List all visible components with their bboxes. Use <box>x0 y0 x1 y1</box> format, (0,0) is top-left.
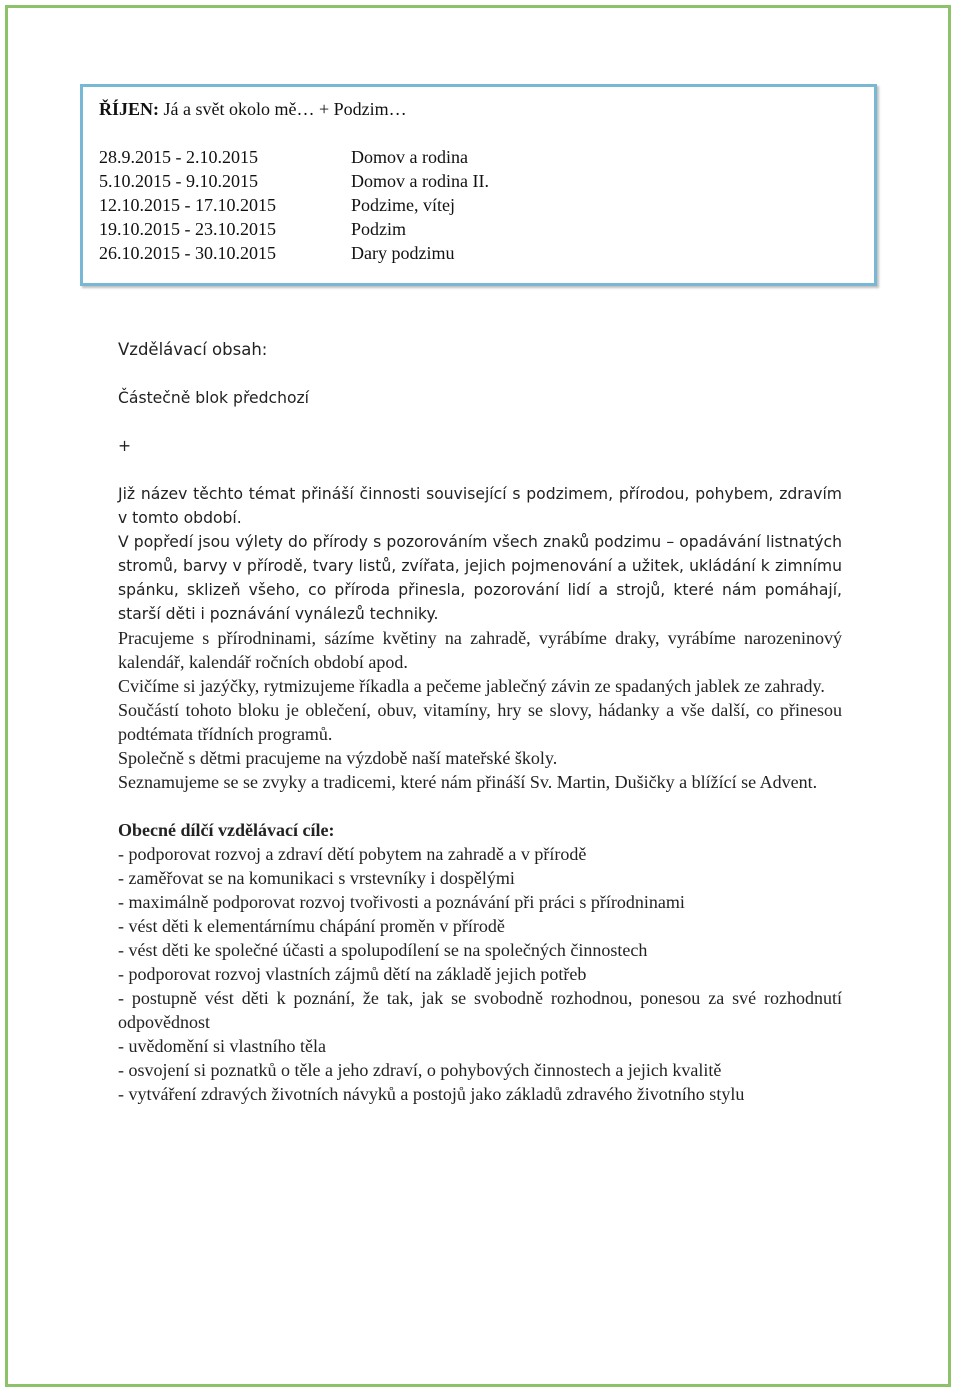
schedule-dates: 19.10.2015 - 23.10.2015 <box>99 219 276 239</box>
goals-heading: Obecné dílčí vzdělávací cíle: <box>118 820 335 840</box>
schedule-list <box>99 145 489 265</box>
goal-item: - zaměřovat se na komunikaci s vrstevníky i dospělými <box>118 868 515 888</box>
content-paragraph: Seznamujeme se se zvyky a tradicemi, které nám přináší Sv. Martin, Dušičky a blížící se Advent. <box>118 772 818 792</box>
content-heading: Vzdělávací obsah: <box>118 340 268 359</box>
schedule-dates: 12.10.2015 - 17.10.2015 <box>99 195 276 215</box>
goals-section <box>118 818 842 1106</box>
header-month: ŘÍJEN: <box>99 99 160 119</box>
schedule-row <box>99 145 489 169</box>
content-paragraph: Pracujeme s přírodninami, sázíme květiny na zahradě, vyrábíme draky, vyrábíme narozeninový kalendář, kalendář ročních období apod. <box>118 628 842 672</box>
content-plus: + <box>118 437 132 455</box>
schedule-topic: Domov a rodina <box>351 147 468 167</box>
content-partial: Částečně blok předchozí <box>118 389 310 407</box>
schedule-dates: 28.9.2015 - 2.10.2015 <box>99 147 258 167</box>
goal-item: - maximálně podporovat rozvoj tvořivosti a poznávání při práci s přírodninami <box>118 892 685 912</box>
schedule-dates: 26.10.2015 - 30.10.2015 <box>99 243 276 263</box>
goal-item: - osvojení si poznatků o těle a jeho zdraví, o pohybových činnostech a jejich kvalitě <box>118 1060 722 1080</box>
schedule-row <box>99 169 489 193</box>
content-section <box>118 338 842 1106</box>
schedule-topic: Domov a rodina II. <box>351 171 489 191</box>
schedule-row <box>99 193 489 217</box>
schedule-topic: Podzime, vítej <box>351 195 455 215</box>
goal-item: - vést děti ke společné účasti a spolupodílení se na společných činnostech <box>118 940 648 960</box>
goal-item: - podporovat rozvoj a zdraví dětí pobytem na zahradě a v přírodě <box>118 844 587 864</box>
goal-item: - uvědomění si vlastního těla <box>118 1036 326 1056</box>
goal-item: - podporovat rozvoj vlastních zájmů dětí na základě jejich potřeb <box>118 964 587 984</box>
content-paragraph: Společně s dětmi pracujeme na výzdobě naší mateřské školy. <box>118 748 558 768</box>
schedule-row <box>99 217 489 241</box>
goal-item: - postupně vést děti k poznání, že tak, jak se svobodně rozhodnou, ponesou za své rozhodnutí odpovědnost <box>118 988 842 1032</box>
schedule-dates: 5.10.2015 - 9.10.2015 <box>99 171 258 191</box>
content-paragraph: Součástí tohoto bloku je oblečení, obuv, vitamíny, hry se slovy, hádanky a vše další, co přinesou podtémata třídních programů. <box>118 700 842 744</box>
content-intro: Již název těchto témat přináší činnosti související s podzimem, přírodou, pohybem, zdravím v tomto období. <box>118 485 842 527</box>
schedule-topic: Podzim <box>351 219 407 239</box>
schedule-topic: Dary podzimu <box>351 243 455 263</box>
header-box <box>80 84 877 286</box>
header-theme: Já a svět okolo mě… + Podzim… <box>159 99 407 119</box>
schedule-row <box>99 241 489 265</box>
content-paragraph: V popředí jsou výlety do přírody s pozorováním všech znaků podzimu – opadávání listnatých stromů, barvy v přírodě, tvary listů, zvířata, jejich pojmenování a užitek, ukládání k zimnímu spánku, sklizeň všeho, co příroda přinesla, pozorování lidí a strojů, které nám pomáhají, starší děti i poznávání vynálezů techniky. <box>118 533 842 623</box>
goal-item: - vést děti k elementárnímu chápání proměn v přírodě <box>118 916 505 936</box>
goal-item: - vytváření zdravých životních návyků a postojů jako základů zdravého životního stylu <box>118 1084 745 1104</box>
header-title <box>99 97 407 121</box>
content-paragraph: Cvičíme si jazýčky, rytmizujeme říkadla a pečeme jablečný závin ze spadaných jablek ze zahrady. <box>118 676 825 696</box>
